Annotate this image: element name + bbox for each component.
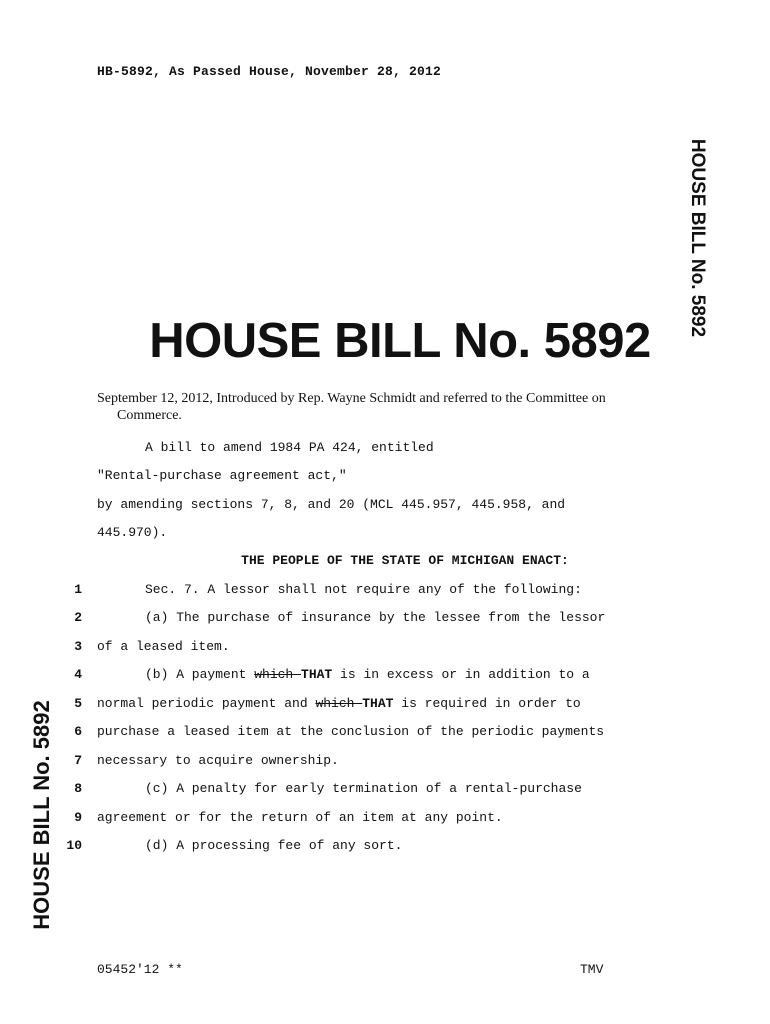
- line-number: 9: [74, 810, 82, 825]
- line-text: [97, 667, 590, 682]
- enacting-clause: THE PEOPLE OF THE STATE OF MICHIGAN ENACT:: [241, 553, 569, 568]
- line-number: 4: [74, 667, 82, 682]
- bill-line: [0, 781, 770, 801]
- line-text: (c) A penalty for early termination of a rental-purchase: [145, 781, 582, 796]
- line-text-segment: normal periodic payment and: [97, 696, 316, 711]
- struck-text: which: [315, 696, 363, 711]
- bill-line: [0, 667, 770, 687]
- line-text: Sec. 7. A lessor shall not require any of the following:: [145, 582, 582, 597]
- line-number: 3: [74, 639, 82, 654]
- line-text: (d) A processing fee of any sort.: [145, 838, 403, 853]
- bill-line: [0, 639, 770, 659]
- introduction-line-1: September 12, 2012, Introduced by Rep. Wayne Schmidt and referred to the Committee on: [97, 391, 606, 406]
- line-text: (a) The purchase of insurance by the lessee from the lessor: [145, 610, 606, 625]
- line-text: [97, 696, 581, 711]
- introduction-line-2: Commerce.: [117, 408, 182, 423]
- line-text: agreement or for the return of an item at any point.: [97, 810, 503, 825]
- introduction-note: [97, 390, 657, 424]
- side-label-right-text: HOUSE BILL No. 5892: [687, 138, 708, 338]
- line-text-segment: is required in order to: [393, 696, 581, 711]
- bill-line: [0, 810, 770, 830]
- line-number: 7: [74, 753, 82, 768]
- line-number: 5: [74, 696, 82, 711]
- bill-line: [0, 610, 770, 630]
- line-number: 6: [74, 724, 82, 739]
- bill-line: [0, 582, 770, 602]
- document-header: HB-5892, As Passed House, November 28, 2012: [97, 64, 442, 79]
- inserted-text: THAT: [362, 696, 394, 711]
- side-label-left-text: HOUSE BILL No. 5892: [29, 700, 54, 930]
- bill-title-line-1: A bill to amend 1984 PA 424, entitled: [145, 440, 434, 455]
- struck-text: which: [254, 667, 302, 682]
- line-number: 1: [74, 582, 82, 597]
- inserted-text: THAT: [301, 667, 333, 682]
- bill-line: [0, 696, 770, 716]
- bill-line: [0, 753, 770, 773]
- bill-title-heading: HOUSE BILL No. 5892: [149, 314, 651, 368]
- line-text-segment: is in excess or in addition to a: [332, 667, 590, 682]
- line-text: purchase a leased item at the conclusion of the periodic payments: [97, 724, 605, 739]
- bill-title-line-2: "Rental-purchase agreement act,": [97, 468, 347, 483]
- line-text: necessary to acquire ownership.: [97, 753, 339, 768]
- line-number: 10: [66, 838, 82, 853]
- line-text-segment: (b) A payment: [145, 667, 255, 682]
- bill-line: [0, 838, 770, 858]
- bill-line: [0, 724, 770, 744]
- line-number: 2: [74, 610, 82, 625]
- footer-drafter-initials: TMV: [580, 962, 604, 977]
- line-number: 8: [74, 781, 82, 796]
- bill-title-line-3: by amending sections 7, 8, and 20 (MCL 445.957, 445.958, and: [97, 497, 566, 512]
- line-text: of a leased item.: [97, 639, 230, 654]
- footer-document-code: 05452'12 **: [97, 962, 183, 977]
- bill-title-line-4: 445.970).: [97, 525, 168, 540]
